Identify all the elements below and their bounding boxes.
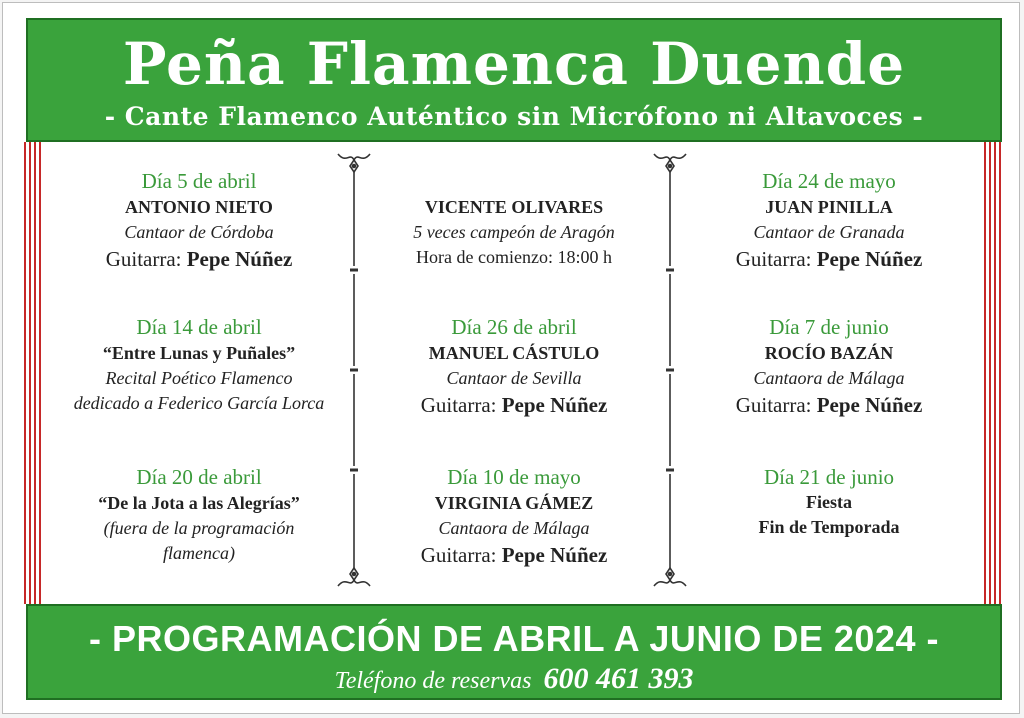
performer-role: Cantaora de Málaga — [753, 368, 905, 388]
event-date: Día 10 de mayo — [447, 465, 581, 489]
performer-name: JUAN PINILLA — [765, 197, 893, 217]
guitar-label: Guitarra: — [735, 393, 812, 417]
guitar-label: Guitarra: — [420, 393, 497, 417]
performer-role: 5 veces campeón de Aragón — [413, 222, 615, 242]
guitar-line — [34, 245, 364, 273]
event-card — [664, 168, 994, 273]
event-card — [34, 464, 364, 566]
event-description: dedicado a Federico García Lorca — [73, 393, 325, 413]
event-date: Día 26 de abril — [451, 315, 577, 339]
event-card — [34, 168, 364, 273]
guitar-line — [664, 391, 994, 419]
event-date: Día 5 de abril — [141, 169, 257, 193]
event-date: Día 21 de junio — [763, 465, 895, 489]
event-date: Día 14 de abril — [136, 315, 262, 339]
reservation-phone — [28, 662, 1000, 696]
event-title: “Entre Lunas y Puñales” — [102, 343, 296, 363]
guitar-line — [664, 245, 994, 273]
phone-label: Teléfono de reservas — [334, 668, 532, 694]
performer-role: Cantaor de Córdoba — [124, 222, 274, 242]
performer-role: Cantaor de Granada — [753, 222, 905, 242]
guitar-label: Guitarra: — [420, 543, 497, 567]
event-card — [349, 194, 679, 270]
event-title: Fiesta — [806, 492, 852, 512]
guitarist-name: Pepe Núñez — [186, 247, 293, 271]
guitar-label: Guitarra: — [105, 247, 182, 271]
phone-number: 600 461 393 — [543, 662, 694, 695]
guitarist-name: Pepe Núñez — [501, 543, 608, 567]
performer-name: ROCÍO BAZÁN — [764, 343, 894, 363]
event-description: Recital Poético Flamenco — [105, 368, 293, 388]
guitarist-name: Pepe Núñez — [816, 247, 923, 271]
guitarist-name: Pepe Núñez — [816, 393, 923, 417]
event-description: flamenca) — [163, 543, 235, 563]
event-card — [349, 464, 679, 569]
page-subtitle: - Cante Flamenco Auténtico sin Micrófono ni Altavoces - — [104, 102, 924, 131]
guitar-label: Guitarra: — [735, 247, 812, 271]
header-band — [26, 18, 1002, 142]
event-card — [664, 314, 994, 419]
event-date: Día 20 de abril — [136, 465, 262, 489]
event-card — [34, 314, 364, 416]
event-card — [664, 464, 994, 540]
event-date: Día 7 de junio — [769, 315, 889, 339]
event-title: “De la Jota a las Alegrías” — [98, 493, 300, 513]
guitar-line — [349, 391, 679, 419]
performer-name: VIRGINIA GÁMEZ — [434, 493, 594, 513]
event-card — [349, 314, 679, 419]
performer-name: VICENTE OLIVARES — [424, 197, 604, 217]
performer-role: Cantaor de Sevilla — [446, 368, 582, 388]
page-title: Peña Flamenca Duende — [122, 30, 906, 98]
event-date: Día 24 de mayo — [762, 169, 896, 193]
performer-name: ANTONIO NIETO — [125, 197, 273, 217]
programacion-heading: - PROGRAMACIÓN DE ABRIL A JUNIO DE 2024 - — [89, 618, 939, 659]
guitar-line — [349, 541, 679, 569]
event-subtitle: Fin de Temporada — [758, 517, 900, 537]
start-time: Hora de comienzo: 18:00 h — [416, 247, 612, 267]
footer-band — [26, 604, 1002, 700]
event-description: (fuera de la programación — [103, 518, 295, 538]
performer-name: MANUEL CÁSTULO — [428, 343, 600, 363]
performer-role: Cantaora de Málaga — [438, 518, 590, 538]
guitarist-name: Pepe Núñez — [501, 393, 608, 417]
